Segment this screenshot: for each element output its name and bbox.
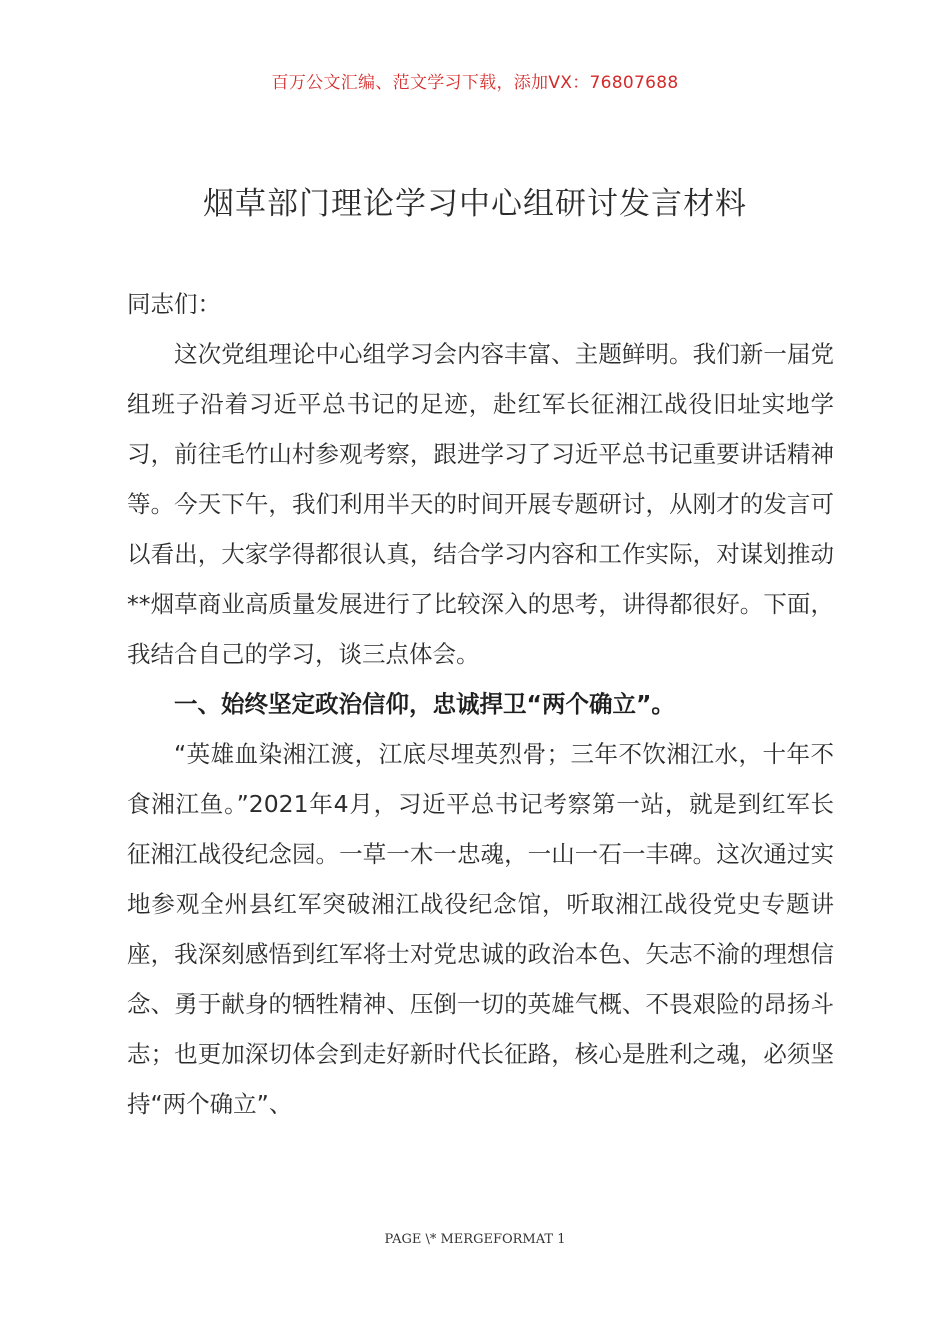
salutation: 同志们： [127, 290, 221, 318]
page-footer: PAGE \* MERGEFORMAT 1 [384, 1232, 566, 1247]
section-paragraph: “英雄血染湘江渡，江底尽埋英烈骨；三年不饮湘江水，十年不食湘江鱼。”2021年4月，习近平总书记考察第一站，就是到红军长征湘江战役纪念园。一草一木一忠魂，一山一石一丰碑。这次通过实地参观全州县红军突破湘江战役纪念馆，听取湘江战役党史专题讲座，我深刻感悟到红军将士对党忠诚的政治本色、矢志不渝的理想信念、勇于献身的牺牲精神、压倒一切的英雄气概、不畏艰险的昂扬斗志；也更加深切体会到走好新时代长征路，核心是胜利之魂，必须坚持“两个确立”、 [127, 740, 834, 1118]
header-note: 百万公文汇编、范文学习下载，添加VX：76807688 [271, 73, 679, 93]
section-heading: 一、始终坚定政治信仰，忠诚捍卫“两个确立”。 [174, 690, 675, 718]
document-title: 烟草部门理论学习中心组研讨发言材料 [203, 186, 747, 222]
document-body [127, 279, 834, 1129]
intro-paragraph: 这次党组理论中心组学习会内容丰富、主题鲜明。我们新一届党组班子沿着习近平总书记的足迹，赴红军长征湘江战役旧址实地学习，前往毛竹山村参观考察，跟进学习了习近平总书记重要讲话精神等。今天下午，我们利用半天的时间开展专题研讨，从刚才的发言可以看出，大家学得都很认真，结合学习内容和工作实际，对谋划推动**烟草商业高质量发展进行了比较深入的思考，讲得都很好。下面，我结合自己的学习，谈三点体会。 [127, 340, 834, 668]
